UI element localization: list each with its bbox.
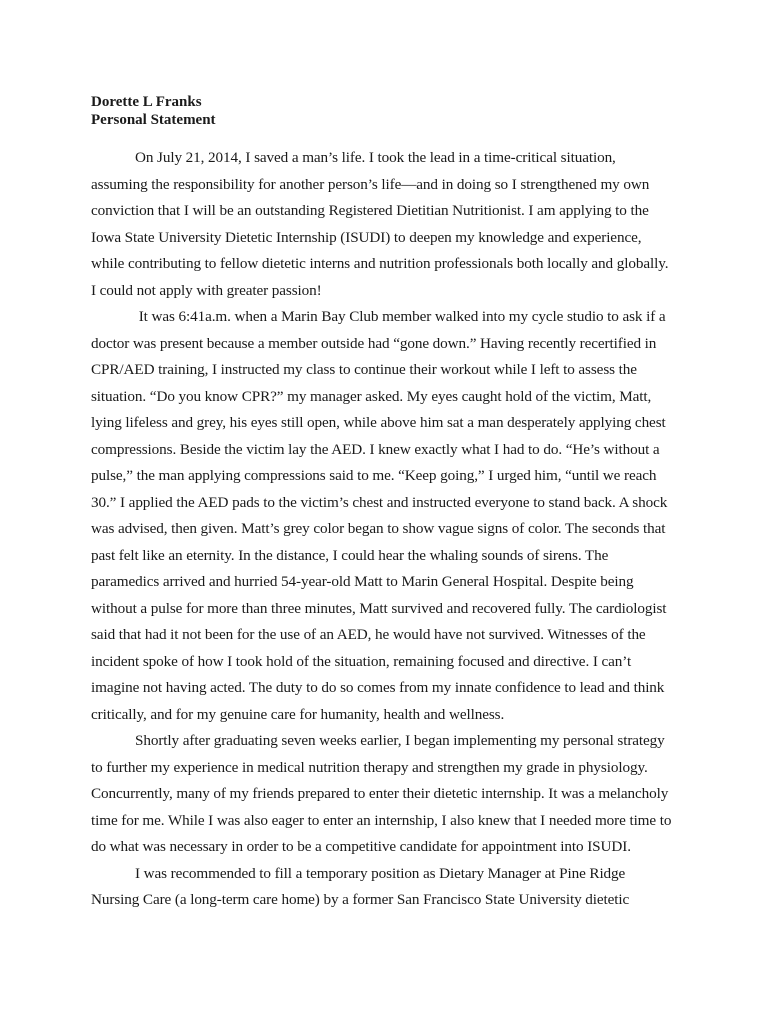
text-line: situation. “Do you know CPR?” my manager asked. My eyes caught hold of the victim, Matt, xyxy=(91,387,652,405)
text-line: without a pulse for more than three minutes, Matt survived and recovered fully. The cardiologist xyxy=(91,599,667,617)
text-line: I was recommended to fill a temporary position as Dietary Manager at Pine Ridge xyxy=(135,864,626,882)
text-line: Nursing Care (a long-term care home) by a former San Francisco State University dietetic xyxy=(91,891,630,908)
text-line: time for me. While I was also eager to enter an internship, I also knew that I needed more time to xyxy=(91,811,672,829)
text-line: pulse,” the man applying compressions said to me. “Keep going,” I urged him, “until we reach xyxy=(91,467,657,484)
text-line: CPR/AED training, I instructed my class to continue their workout while I left to assess the xyxy=(91,361,637,378)
author-name: Dorette L Franks xyxy=(91,94,202,110)
paragraph-3 xyxy=(91,728,691,861)
text-line: said that had it not been for the use of an AED, he would have not survived. Witnesses of the xyxy=(91,626,646,643)
text-line: Concurrently, many of my friends prepared to enter their dietetic internship. It was a melancholy xyxy=(91,785,669,802)
text-line: Shortly after graduating seven weeks earlier, I began implementing my personal strategy xyxy=(135,732,665,749)
text-line: do what was necessary in order to be a competitive candidate for appointment into ISUDI. xyxy=(91,838,631,855)
text-line: doctor was present because a member outside had “gone down.” Having recently recertified in xyxy=(91,334,657,352)
text-line: 30.” I applied the AED pads to the victim’s chest and instructed everyone to stand back. A shock xyxy=(91,493,668,511)
text-line: critically, and for my genuine care for humanity, health and wellness. xyxy=(91,705,505,723)
document-body xyxy=(91,145,691,914)
paragraph-4 xyxy=(91,861,691,914)
text-line: to further my experience in medical nutrition therapy and strengthen my grade in physiology. xyxy=(91,758,648,776)
text-line: imagine not having acted. The duty to do so comes from my innate confidence to lead and think xyxy=(91,679,665,696)
text-line: Iowa State University Dietetic Internship (ISUDI) to deepen my knowledge and experience, xyxy=(91,228,642,246)
text-line: while contributing to fellow dietetic interns and nutrition professionals both locally and globally. xyxy=(91,255,669,272)
text-line: conviction that I will be an outstanding Registered Dietitian Nutritionist. I am applying to the xyxy=(91,202,649,219)
text-line: assuming the responsibility for another person’s life—and in doing so I strengthened my own xyxy=(91,175,650,193)
document-header xyxy=(91,93,216,129)
text-line: On July 21, 2014, I saved a man’s life. I took the lead in a time-critical situation, xyxy=(135,149,616,166)
text-line: I could not apply with greater passion! xyxy=(91,281,322,299)
paragraph-1 xyxy=(91,145,691,304)
text-line: was advised, then given. Matt’s grey color began to show vague signs of color. The seconds that xyxy=(91,520,666,537)
document-title: Personal Statement xyxy=(91,112,216,128)
text-line: past felt like an eternity. In the distance, I could hear the whaling sounds of sirens. The xyxy=(91,546,609,564)
text-line: It was 6:41a.m. when a Marin Bay Club member walked into my cycle studio to ask if a xyxy=(135,308,666,325)
paragraph-2 xyxy=(91,304,691,728)
text-line: compressions. Beside the victim lay the AED. I knew exactly what I had to do. “He’s without a xyxy=(91,440,660,458)
text-line: lying lifeless and grey, his eyes still open, while above him sat a man desperately applying chest xyxy=(91,414,666,431)
text-line: incident spoke of how I took hold of the situation, remaining focused and directive. I can’t xyxy=(91,652,632,670)
text-line: paramedics arrived and hurried 54-year-old Matt to Marin General Hospital. Despite being xyxy=(91,573,634,590)
